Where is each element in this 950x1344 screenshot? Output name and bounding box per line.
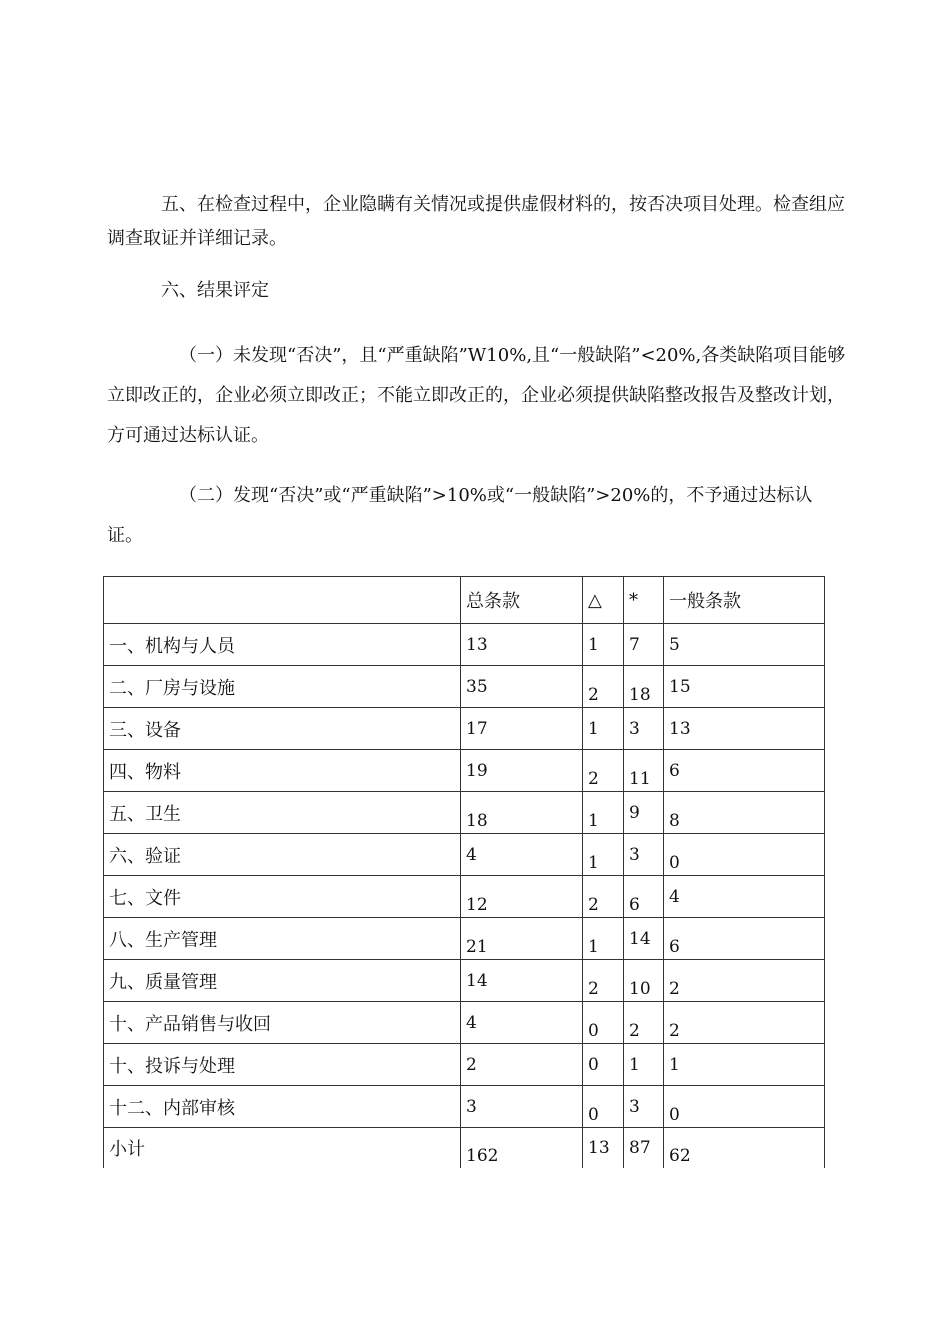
cell-value: 0 (669, 1104, 680, 1125)
cell-triangle (583, 876, 624, 918)
cell-triangle (583, 792, 624, 834)
cell-total (461, 792, 583, 834)
cell-star (624, 918, 664, 960)
cell-star (624, 834, 664, 876)
cell-general (664, 750, 825, 792)
cell-item (104, 876, 461, 918)
section-5-paragraph: 五、在检查过程中，企业隐瞒有关情况或提供虚假材料的，按否决项目处理。检查组应调查取证并详细记录。 (107, 194, 845, 249)
cell-triangle (583, 624, 624, 666)
cell-value: 7 (629, 634, 640, 655)
cell-triangle (583, 666, 624, 708)
cell-value: 2 (588, 768, 599, 789)
cell-total (461, 1002, 583, 1044)
cell-value: 1 (588, 718, 599, 739)
cell-total (461, 708, 583, 750)
cell-triangle (583, 1128, 624, 1169)
cell-item (104, 666, 461, 708)
cell-value: 小计 (109, 1139, 145, 1160)
cell-value: 21 (466, 936, 488, 957)
cell-value: 87 (629, 1138, 651, 1158)
section-6-heading: 六、结果评定 (161, 280, 269, 301)
table-row (104, 792, 825, 834)
cell-triangle (583, 918, 624, 960)
cell-value: 四、物料 (109, 761, 181, 783)
table-row (104, 708, 825, 750)
cell-total (461, 666, 583, 708)
cell-value: 五、卫生 (109, 803, 181, 825)
cell-total (461, 750, 583, 792)
cell-value: 14 (466, 970, 488, 991)
header-cell-item (104, 577, 461, 624)
cell-value: 1 (588, 852, 599, 873)
cell-value: 1 (588, 936, 599, 957)
cell-triangle (583, 1044, 624, 1086)
cell-star (624, 666, 664, 708)
cell-item (104, 1002, 461, 1044)
cell-value: 10 (629, 978, 651, 999)
cell-value: 十二、内部审核 (109, 1097, 235, 1119)
cell-general (664, 792, 825, 834)
cell-item (104, 1128, 461, 1169)
cell-value: 2 (466, 1054, 477, 1075)
cell-value: 15 (669, 676, 691, 697)
cell-value: 62 (669, 1146, 691, 1166)
cell-value: 6 (669, 936, 680, 957)
result-rule-1-paragraph: （一）未发现“否决”，且“严重缺陷”W10%,且“一般缺陷”<20%,各类缺陷项目能够立即改正的，企业必须立即改正；不能立即改正的，企业必须提供缺陷整改报告及整改计划，方可通过达标认证。 (107, 345, 846, 446)
cell-total (461, 624, 583, 666)
cell-value: 十、产品销售与收回 (109, 1013, 271, 1035)
cell-value: 8 (669, 810, 680, 831)
cell-value: 2 (588, 894, 599, 915)
cell-star (624, 708, 664, 750)
table-row (104, 1086, 825, 1128)
cell-value: 6 (629, 894, 640, 915)
cell-item (104, 834, 461, 876)
cell-total (461, 876, 583, 918)
cell-value: 2 (669, 978, 680, 999)
cell-item (104, 1044, 461, 1086)
cell-value: 6 (669, 760, 680, 781)
cell-value: 1 (669, 1054, 680, 1075)
cell-item (104, 624, 461, 666)
cell-star (624, 792, 664, 834)
header-cell-triangle: △ (583, 577, 624, 624)
cell-general (664, 624, 825, 666)
cell-general (664, 1044, 825, 1086)
result-rule-2-paragraph: （二）发现“否决”或“严重缺陷”>10%或“一般缺陷”>20%的，不予通过达标认证。 (107, 485, 813, 546)
table-row (104, 624, 825, 666)
cell-star (624, 750, 664, 792)
cell-value: 162 (466, 1146, 499, 1166)
cell-triangle (583, 750, 624, 792)
cell-value: 17 (466, 718, 488, 739)
cell-star (624, 1128, 664, 1169)
cell-value: 11 (629, 768, 651, 789)
cell-triangle (583, 960, 624, 1002)
cell-value: 18 (466, 810, 488, 831)
table-row (104, 666, 825, 708)
cell-total (461, 1086, 583, 1128)
cell-value: 4 (466, 844, 477, 865)
cell-general (664, 1002, 825, 1044)
cell-value: 12 (466, 894, 488, 915)
cell-value: 2 (588, 978, 599, 999)
cell-general (664, 708, 825, 750)
cell-value: 4 (669, 886, 680, 907)
cell-value: 0 (588, 1054, 599, 1075)
cell-triangle (583, 834, 624, 876)
cell-value: 0 (588, 1104, 599, 1125)
table-row (104, 876, 825, 918)
cell-value: 0 (588, 1020, 599, 1041)
cell-general (664, 1086, 825, 1128)
table-row (104, 1002, 825, 1044)
cell-value: 一、机构与人员 (109, 635, 235, 657)
subtotal-row (104, 1128, 825, 1169)
table-row (104, 750, 825, 792)
cell-item (104, 960, 461, 1002)
cell-value: 3 (466, 1096, 477, 1117)
cell-value: 35 (466, 676, 488, 697)
cell-value: 二、厂房与设施 (109, 677, 235, 699)
cell-value: 13 (588, 1138, 610, 1158)
cell-value: 2 (588, 684, 599, 705)
cell-star (624, 1044, 664, 1086)
cell-item (104, 750, 461, 792)
cell-item (104, 708, 461, 750)
cell-star (624, 1002, 664, 1044)
cell-value: 0 (669, 852, 680, 873)
cell-value: 3 (629, 718, 640, 739)
cell-value: 13 (466, 634, 488, 655)
table-row (104, 960, 825, 1002)
cell-value: 六、验证 (109, 845, 181, 867)
cell-total (461, 1128, 583, 1169)
cell-value: 3 (629, 1096, 640, 1117)
cell-total (461, 1044, 583, 1086)
cell-value: 1 (629, 1054, 640, 1075)
cell-triangle (583, 1002, 624, 1044)
table-row (104, 918, 825, 960)
cell-value: 2 (669, 1020, 680, 1041)
cell-star (624, 876, 664, 918)
cell-general (664, 834, 825, 876)
cell-item (104, 792, 461, 834)
header-cell-star: * (624, 577, 664, 624)
cell-value: 4 (466, 1012, 477, 1033)
table-header-row (104, 577, 825, 624)
cell-value: 3 (629, 844, 640, 865)
cell-item (104, 1086, 461, 1128)
cell-general (664, 960, 825, 1002)
cell-general (664, 1128, 825, 1169)
cell-total (461, 834, 583, 876)
cell-value: 1 (588, 810, 599, 831)
table-row (104, 834, 825, 876)
cell-general (664, 918, 825, 960)
cell-total (461, 960, 583, 1002)
cell-star (624, 624, 664, 666)
cell-value: 七、文件 (109, 887, 181, 909)
cell-star (624, 1086, 664, 1128)
clause-count-table (103, 576, 825, 1168)
cell-general (664, 666, 825, 708)
cell-triangle (583, 1086, 624, 1128)
cell-star (624, 960, 664, 1002)
cell-value: 14 (629, 928, 651, 949)
cell-value: 2 (629, 1020, 640, 1041)
cell-value: 19 (466, 760, 488, 781)
cell-value: 十、投诉与处理 (109, 1055, 235, 1077)
cell-value: 5 (669, 634, 680, 655)
cell-triangle (583, 708, 624, 750)
cell-item (104, 918, 461, 960)
cell-total (461, 918, 583, 960)
cell-value: 八、生产管理 (109, 929, 217, 951)
cell-value: 13 (669, 718, 691, 739)
header-cell-general: 一般条款 (664, 577, 825, 624)
table-row (104, 1044, 825, 1086)
header-cell-total: 总条款 (461, 577, 583, 624)
cell-value: 三、设备 (109, 719, 181, 741)
cell-value: 1 (588, 634, 599, 655)
cell-value: 18 (629, 684, 651, 705)
cell-general (664, 876, 825, 918)
cell-value: 9 (629, 802, 640, 823)
cell-value: 九、质量管理 (109, 971, 217, 993)
